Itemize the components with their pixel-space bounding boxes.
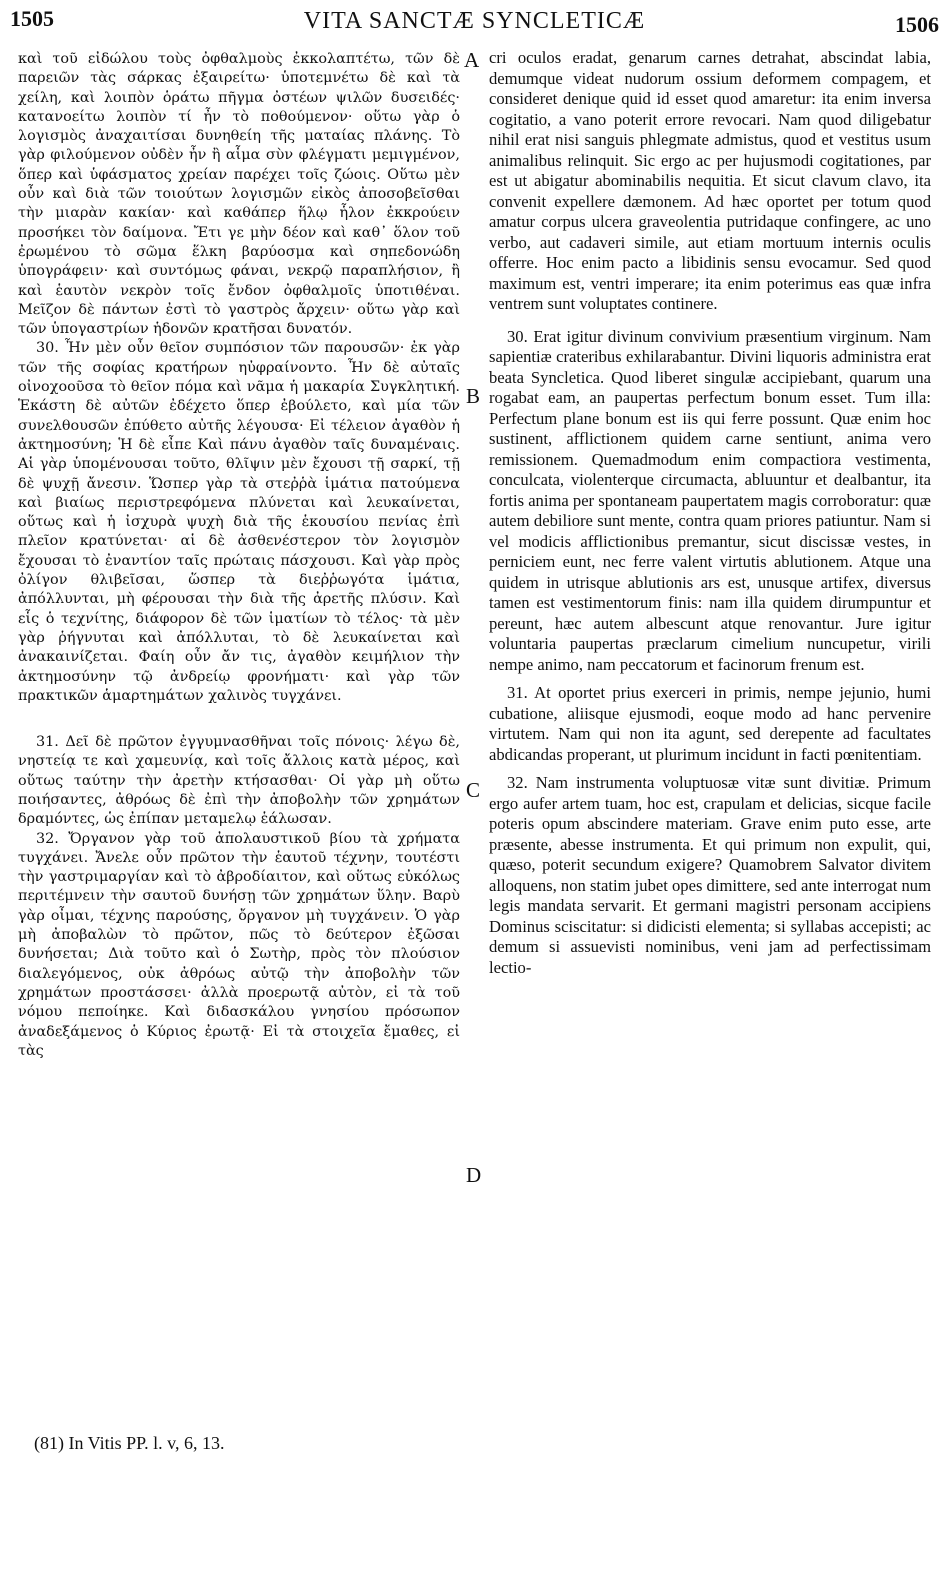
margin-letter-b: B: [466, 384, 481, 408]
running-header: [10, 6, 939, 36]
latin-paragraph-30: 30. Erat igitur divinum convivium præsentium virginum. Nam sapientiæ crateribus exhilarabantur. Divini liquoris administra erat beata Syncletica. Quod liberet singulæ accipiebant, quarum una rogabat eam, an paupertas perfectum bonum esset. Tum illa: Perfectum plane bonum est iis qui ferre possunt. Quæ enim hoc sustinent, afflictionem quidem carne sentiunt, anima vero remissionem. Quemadmodum enim compactiora vestimenta, conculcata, violenterque circumacta, abluuntur et dealbantur, ita fortis anima per spontaneam paupertatem magis corroboratur: quæ autem debiliore sunt mente, contra quam priores patiuntur. Nam si vel modicis afflictionibus premantur, sicut discissæ vestes, in perniciem eunt, nec ferre valent virtutis ablutionem. Atque una quidem in utrisque ablutionis ars est, unusque artifex, diversus tamen est vestimentorum finis: nam illa quidem dirumpuntur et pereunt, hæc autem albescunt atque renovantur. Jure igitur voluntaria paupertas præclarum cimelium nuncupetur, virili nempe animo, nam peccatorum et facinorum frenum est.: [489, 326, 931, 674]
greek-column: [18, 50, 460, 1061]
margin-letter-d: D: [466, 1163, 482, 1187]
greek-paragraph-30: 30. Ἦν μὲν οὖν θεῖον συμπόσιον τῶν παρουσῶν· ἐκ γὰρ τῶν τῆς σοφίας κρατήρων ηὐφραίνοντο. Ἦν δὲ αὐταῖς οἰνοχοοῦσα τὸ θεῖον πόμα καὶ νᾶμα ἡ μακαρία Συγκλητική. Ἑκάστη δὲ αὐτῶν ἐδέχετο ὅπερ ἐβούλετο, καὶ μία τῶν συνελθουσῶν ἐπύθετο αὐτῆς λέγουσα· Εἰ τέλειον ἀγαθὸν ἡ ἀκτημοσύνη; Ἡ δὲ εἶπε Καὶ πάνυ ἀγαθὸν ταῖς δυναμέναις. Αἱ γὰρ ὑπομένουσαι τοῦτο, θλῖψιν μὲν ἔχουσι τῇ σαρκί, τῇ δὲ ψυχῇ ἄνεσιν. Ὥσπερ γὰρ τὰ στεῤῥὰ ἱμάτια πατούμενα καὶ βιαίως περιστρεφόμενα πλύνεται καὶ λευκαίνεται, οὕτως καὶ ἡ ἰσχυρὰ ψυχὴ διὰ τῆς ἑκουσίου πενίας ἐπὶ πλεῖον κρατύνεται· αἱ δὲ ἀσθενέστερον τὸν λογισμὸν ἔχουσαι τὸ ἐναντίον ταῖς πρώταις πάσχουσι. Καὶ γὰρ πρὸς ὀλίγον θλιβεῖσαι, ὥσπερ τὰ διεῤῥωγότα ἱμάτια, ἀπόλλυνται, μὴ φέρουσαι τὴν διὰ τῆς ἀρετῆς πλύσιν. Καὶ εἷς ὁ τεχνίτης, διάφορον δὲ τῶν ἱματίων τὸ τέλος· τὰ μὲν γὰρ ῥήγνυται καὶ ἀπόλλυται, τὸ δὲ λευκαίνεται καὶ ἀνακαινίζεται. Φαίη οὖν ἄν τις, ἀγαθὸν κειμήλιον τὴν ἀκτημοσύνην τῷ ἀνδρείῳ φρονήματι· καὶ γὰρ τῶν πρακτικῶν ἁμαρτημάτων χαλινὸς τυγχάνει.: [18, 340, 460, 704]
page-number-right: 1506: [895, 12, 939, 37]
running-title: VITA SANCTÆ SYNCLETICÆ: [303, 8, 646, 34]
greek-paragraph-intro: καὶ τοῦ εἰδώλου τοὺς ὀφθαλμοὺς ἐκκολαπτέτω, τῶν δὲ παρειῶν τὰς σάρκας ἐξαιρείτω· ὑποτεμνέτω δὲ καὶ τὰ χείλη, καὶ λοιπὸν ὁράτω πῆγμα ὀστέων ψιλῶν δυσειδές· κατανοείτω λοιπὸν τί ἦν τὸ ποθούμενον· οὕτω γὰρ ὁ λογισμὸς ἀναχαιτίσαι δυνηθείη τῆς ματαίας πλάνης. Τὸ γὰρ φιλούμενον οὐδὲν ἦν ἢ αἷμα σὺν φλέγματι μεμιγμένον, ὅπερ καὶ ὑφάσματος χρείαν παρέχει τοῖς ζώοις. Οὕτω μὲν οὖν καὶ διὰ τῶν τοιούτων λογισμῶν εἰκὸς ἀποσοβεῖσθαι τὴν μιαρὰν κακίαν· καὶ καθάπερ ἥλῳ ἧλον ἐκκρούειν προσήκει τὸν δαίμονα. Ἔτι γε μὴν δέον καὶ καθ᾽ ὅλον τοῦ ἐρωμένου τὸ σῶμα ἕλκη βαρύοσμα καὶ σηπεδονώδη ὑπογράφειν· καὶ συντόμως φάναι, νεκρῷ παραπλήσιον, ἢ καὶ ἑαυτὸν νεκρὸν τοῖς ἔνδον ὀφθαλμοῖς ὑποτιθέναι. Μεῖζον δὲ πάντων ἐστὶ τὸ γαστρὸς ἄρχειν· οὕτω γὰρ καὶ τῶν ὑπογαστρίων ἡδονῶν κρατῆσαι δυνατόν.: [18, 51, 460, 338]
latin-paragraph-31: 31. At oportet prius exerceri in primis, nempe jejunio, humi cubatione, aliisque ejusmodi, eoque modo ad hanc pervenire virtutem. Nam qui non ita agunt, sed derepente ad facultates abdicandas properant, ut plurimum incidunt in facti pœnitentiam.: [489, 683, 931, 764]
latin-paragraph-intro: cri oculos eradat, genarum carnes detrahat, abscindat labia, demumque videat nudorum ossium deformem compagem, et consideret denique quid id esset quod amaretur: ita enim inversa cogitatio, a vano poterit errore revocari. Nam quod diligebatur nihil erat nisi sanguis phlegmate admistus, quod et vestitus usum animalibus relinquit. Sic ergo ac per hujusmodi cogitationes, par est ut abigatur abominabilis nequitia. Et sicut clavum clavo, ita convenit expellere dæmonem. Ad hæc oportet per totum quod amatur corpus ulcera graveolentia putridaque confingere, ac uno verbo, aut cadaveri simile, aut etiam mortuum internis oculis offerre. Hoc enim pacto a libidinis sensu evocamur. Sed quod maximum est, ventri imperare; ita enim poterimus eas quæ infra ventrem sunt voluptates continere.: [489, 48, 931, 313]
latin-paragraph-32: 32. Nam instrumenta voluptuosæ vitæ sunt divitiæ. Primum ergo aufer artem tuam, hoc est, crapulam et delicias, sicque facile poteris opum abscindere materiam. Grave enim puto esse, arte præsente, abesse instrumenta. Et qui primum non expulit, qui, quæso, poterit secundum exigere? Quamobrem Salvator divitem alloquens, non statim jubet opes dimittere, sed ante interrogat num legis mandata servarit. Et germani magistri personam accipiens Dominus sciscitatur: si didicisti elementa; si syllabas accepisti; ac demum si assuevisti nominibus, veni jam ad perfectissimam lectio-: [489, 773, 931, 977]
latin-column: [489, 48, 931, 978]
greek-paragraph-31: 31. Δεῖ δὲ πρῶτον ἐγγυμνασθῆναι τοῖς πόνοις· λέγω δὲ, νηστείᾳ τε καὶ χαμευνίᾳ, καὶ τοῖς ἄλλοις κατὰ μέρος, καὶ οὕτως ταύτην τὴν ἀρετὴν κτήσασθαι· Οἱ γὰρ μὴ οὕτω ποιήσαντες, ἀθρόως δὲ ἐπὶ τὴν ἀποβολὴν τῶν χρημάτων δραμόντες, ὡς ἐπίπαν μεταμελῳ ἑάλωσαν.: [18, 734, 460, 828]
margin-letter-c: C: [466, 778, 481, 802]
footnote: (81) In Vitis PP. l. v, 6, 13.: [34, 1433, 225, 1453]
page-number-left: 1505: [10, 6, 54, 31]
margin-letter-a: A: [464, 48, 480, 72]
greek-paragraph-32: 32. Ὄργανον γὰρ τοῦ ἀπολαυστικοῦ βίου τὰ χρήματα τυγχάνει. Ἄνελε οὖν πρῶτον τὴν ἑαυτοῦ τέχνην, τουτέστι τὴν γαστριμαργίαν καὶ τὸ ἀβροδίαιτον, καὶ οὕτως εὐκόλως περιτέμνειν τὴν σαυτοῦ δυνήσῃ τῶν χρημάτων ὕλην. Βαρὺ γὰρ οἶμαι, τέχνης παρούσης, ὄργανον μὴ τυγχάνειν. Ὁ γὰρ μὴ ἀποβαλὼν τὸ πρῶτον, πῶς τὸ δεύτερον ἐξῶσαι δυνήσεται; Διὰ τοῦτο καὶ ὁ Σωτὴρ, πρὸς τὸν πλούσιον διαλεγόμενος, οὐκ ἀθρόως αὐτῷ τὴν ἀποβολὴν τῶν χρημάτων προστάσσει· ἀλλὰ προερωτᾷ αὐτὸν, εἰ τὰ τοῦ νόμου πεποίηκε. Καὶ διδασκάλου γνησίου πρόσωπον ἀναδεξάμενος ὁ Κύριος ἐρωτᾷ· Εἰ τὰ στοιχεῖα ἔμαθες, εἰ τὰς: [18, 830, 460, 1059]
